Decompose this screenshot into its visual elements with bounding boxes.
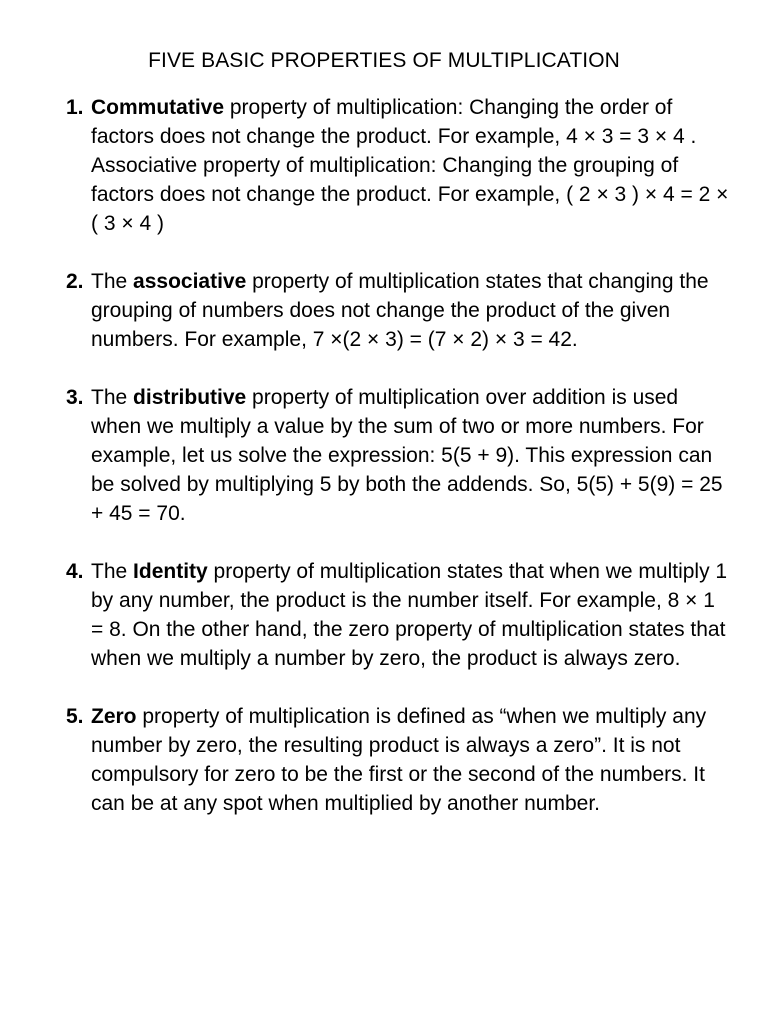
item-prefix: The (91, 270, 134, 293)
list-item-distributive (66, 383, 730, 528)
list-item-commutative (66, 93, 730, 238)
item-term: associative (133, 270, 247, 293)
item-term: Identity (133, 560, 208, 583)
item-term: Zero (91, 705, 137, 728)
list-item-zero (66, 702, 730, 818)
item-text: property of multiplication states that changing the grouping of numbers does not change the product of the given numbers. For example, 7 ×(2 × 3) = (7 × 2) × 3 = 42. (91, 270, 709, 351)
list-item-associative (66, 267, 730, 354)
item-number: 4. (66, 560, 84, 583)
item-number: 3. (66, 386, 84, 409)
item-term: Commutative (91, 96, 225, 119)
item-text: property of multiplication is defined as “when we multiply any number by zero, the resulting product is always a zero”. It is not compulsory for zero to be the first or the second of the numbers. It can be at any spot when multiplied by another number. (91, 705, 707, 815)
item-text: property of multiplication: Changing the order of factors does not change the product. For example, 4 × 3 = 3 × 4 . Associative property of multiplication: Changing the grouping of factors does not change the product. For example, ( 2 × 3 ) × 4 = 2 × ( 3 × 4 ) (91, 96, 729, 235)
item-number: 5. (66, 705, 84, 728)
item-number: 2. (66, 270, 84, 293)
list-item-identity (66, 557, 730, 673)
item-number: 1. (66, 96, 84, 119)
item-text: property of multiplication over addition is used when we multiply a value by the sum of two or more numbers. For example, let us solve the expression: 5(5 + 9). This expression can be solved by multiplying 5 by both the addends. So, 5(5) + 5(9) = 25 + 45 = 70. (91, 386, 723, 525)
properties-list (66, 93, 730, 847)
item-prefix: The (91, 560, 134, 583)
document-title: FIVE BASIC PROPERTIES OF MULTIPLICATION (148, 49, 620, 72)
item-prefix: The (91, 386, 134, 409)
item-text: property of multiplication states that when we multiply 1 by any number, the product is the number itself. For example, 8 × 1 = 8. On the other hand, the zero property of multiplication states that when we multiply a number by zero, the product is always zero. (91, 560, 728, 670)
item-term: distributive (133, 386, 247, 409)
